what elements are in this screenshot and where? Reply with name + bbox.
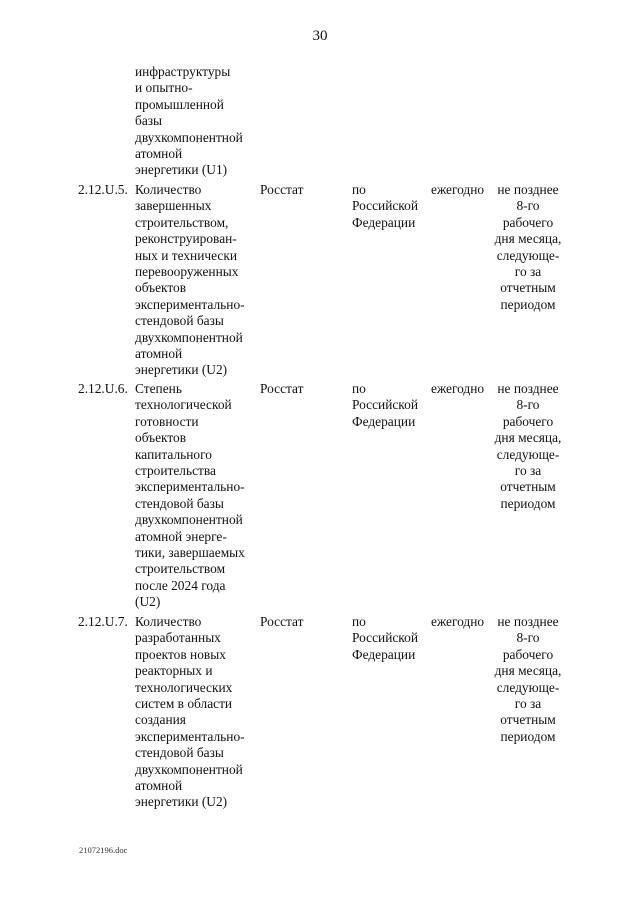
aggregation-level (352, 182, 432, 231)
text-line: Российской (352, 397, 418, 413)
text-line: го за (514, 696, 542, 712)
text-line: следующе- (496, 446, 560, 462)
periodicity: ежегодно (431, 182, 485, 197)
text-line: не позднее (497, 182, 559, 197)
indicator-name (135, 614, 260, 811)
continued-indicator-name (135, 64, 260, 179)
text-line: (U2) (135, 594, 161, 610)
text-line: отчетным (500, 712, 556, 728)
text-line: капитального (135, 446, 212, 462)
text-line: периодом (500, 728, 556, 744)
text-line: не позднее (497, 614, 559, 629)
data-source: Росстат (260, 182, 304, 197)
text-line: дня месяца, (494, 663, 562, 679)
text-line: создания (135, 712, 186, 728)
text-line: энергетики (U2) (135, 794, 228, 810)
text-line: го за (514, 463, 542, 479)
text-line: следующе- (496, 247, 560, 263)
text-line: 8-го (516, 630, 540, 646)
text-line: Федерации (352, 413, 416, 429)
aggregation-level (352, 614, 432, 663)
submission-deadline (490, 182, 566, 313)
text-line: строительством, (135, 214, 229, 230)
text-line: Количество (135, 182, 202, 197)
text-line: энергетики (U1) (135, 162, 228, 178)
text-line: после 2024 года (135, 577, 226, 593)
submission-deadline (490, 381, 566, 512)
text-line: разработанных (135, 630, 221, 646)
text-line: по (352, 182, 366, 197)
text-line: атомной (135, 146, 183, 162)
text-line: отчетным (500, 479, 556, 495)
text-line: Российской (352, 198, 418, 214)
text-line: стендовой базы (135, 313, 224, 329)
text-line: Степень (135, 381, 182, 396)
text-line: дня месяца, (494, 430, 562, 446)
text-line: двухкомпонентной (135, 329, 243, 345)
text-line: готовности (135, 413, 199, 429)
text-line: строительства (135, 463, 216, 479)
indicator-name (135, 182, 260, 379)
text-line: двухкомпонентной (135, 129, 243, 145)
text-line: не позднее (497, 381, 559, 396)
indicator-number: 2.12.U.6. (78, 381, 128, 396)
text-line: Федерации (352, 214, 416, 230)
text-line: по (352, 614, 366, 629)
text-line: Российской (352, 630, 418, 646)
text-line: го за (514, 264, 542, 280)
text-line: 8-го (516, 198, 540, 214)
text-line: промышленной (135, 96, 224, 112)
text-line: по (352, 381, 366, 396)
submission-deadline (490, 614, 566, 745)
document-filename: 21072196.doc (79, 845, 128, 855)
text-line: стендовой базы (135, 745, 224, 761)
data-source: Росстат (260, 614, 304, 629)
text-line: строительством (135, 561, 226, 577)
periodicity: ежегодно (431, 614, 485, 629)
text-line: инфраструктуры (135, 64, 231, 79)
text-line: 8-го (516, 397, 540, 413)
text-line: проектов новых (135, 646, 226, 662)
text-line: периодом (500, 495, 556, 511)
text-line: технологической (135, 397, 232, 413)
text-line: тики, завершаемых (135, 545, 245, 561)
text-line: рабочего (502, 413, 554, 429)
indicator-name (135, 381, 260, 611)
text-line: рабочего (502, 214, 554, 230)
text-line: дня месяца, (494, 231, 562, 247)
text-line: объектов (135, 280, 187, 296)
aggregation-level (352, 381, 432, 430)
text-line: экспериментально- (135, 728, 245, 744)
text-line: экспериментально- (135, 296, 245, 312)
text-line: рабочего (502, 646, 554, 662)
text-line: энергетики (U2) (135, 362, 228, 378)
text-line: ных и технически (135, 247, 237, 263)
text-line: реакторных и (135, 663, 213, 679)
periodicity: ежегодно (431, 381, 485, 396)
text-line: объектов (135, 430, 187, 446)
text-line: двухкомпонентной (135, 512, 243, 528)
indicator-number: 2.12.U.7. (78, 614, 128, 629)
text-line: перевооруженных (135, 264, 239, 280)
text-line: двухкомпонентной (135, 761, 243, 777)
text-line: отчетным (500, 280, 556, 296)
text-line: атомной (135, 778, 183, 794)
text-line: периодом (500, 296, 556, 312)
text-line: Количество (135, 614, 202, 629)
text-line: атомной (135, 346, 183, 362)
data-source: Росстат (260, 381, 304, 396)
text-line: базы (135, 113, 163, 129)
text-line: систем в области (135, 696, 233, 712)
text-line: атомной энерге- (135, 528, 227, 544)
indicator-number: 2.12.U.5. (78, 182, 128, 197)
text-line: Федерации (352, 646, 416, 662)
text-line: и опытно- (135, 80, 193, 96)
page-number: 30 (312, 28, 328, 44)
text-line: экспериментально- (135, 479, 245, 495)
text-line: стендовой базы (135, 495, 224, 511)
text-line: технологических (135, 679, 233, 695)
text-line: реконструирован- (135, 231, 237, 247)
text-line: следующе- (496, 679, 560, 695)
text-line: завершенных (135, 198, 212, 214)
